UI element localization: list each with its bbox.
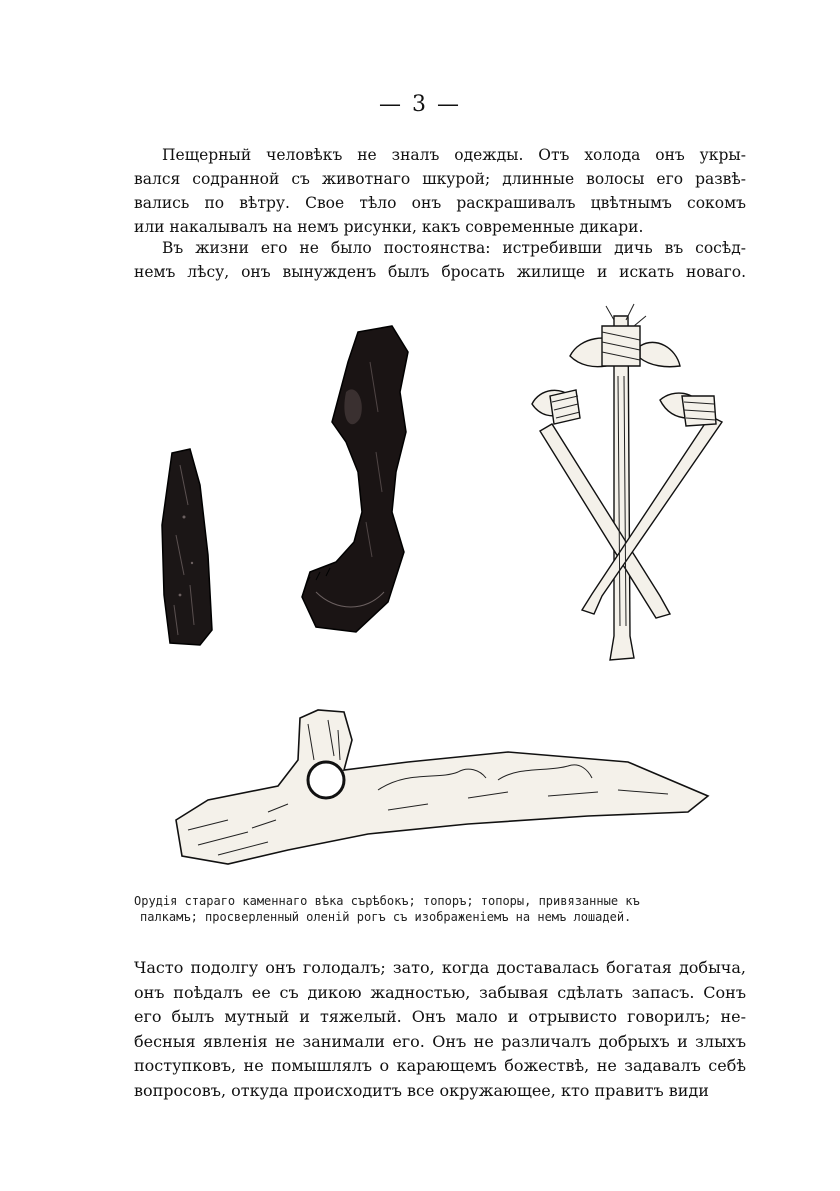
text-line: Часто подолгу онъ голодалъ; зато, когда доставалась богатая добыча,	[134, 958, 746, 977]
text-line: или накалывалъ на немъ рисунки, какъ современные дикари.	[134, 218, 644, 236]
page-number: — 3 —	[379, 92, 461, 117]
text-line: вался содранной съ животнаго шкурой; длинные волосы его развѣ-	[134, 170, 746, 188]
text-line: вопросовъ, откуда происходитъ все окружающее, кто правитъ види	[134, 1080, 709, 1100]
paragraph-clothing	[134, 143, 746, 239]
text-line: онъ поѣдалъ ее съ дикою жадностью, забывая сдѣлать запасъ. Сонъ	[134, 982, 746, 1002]
text-line: вались по вѣтру. Свое тѣло онъ раскрашивалъ цвѣтнымъ сокомъ	[134, 194, 746, 212]
text-line: немъ лѣсу, онъ вынужденъ былъ бросать жилище и искать новаго.	[134, 263, 746, 281]
text-line: его былъ мутный и тяжелый. Онъ мало и отрывисто говорилъ; не-	[134, 1007, 746, 1026]
text-line: поступковъ, не помышлялъ о карающемъ божествѣ, не задавалъ себѣ	[134, 1056, 746, 1075]
paragraph-hunger	[134, 956, 746, 1103]
paragraph-nomadic	[134, 236, 746, 284]
text-line: Пещерный человѣкъ не зналъ одежды. Отъ холода онъ укры-	[162, 146, 746, 164]
figure-caption	[134, 893, 746, 925]
text-line: бесныя явленія не занимали его. Онъ не различалъ добрыхъ и злыхъ	[134, 1031, 746, 1051]
caption-line: палкамъ; просверленный оленій рогъ съ изображеніемъ на немъ лошадей.	[140, 910, 632, 924]
stone-axe-illustration	[296, 322, 436, 640]
hafted-axes-illustration	[510, 296, 750, 676]
flint-scraper-illustration	[150, 445, 230, 650]
drilled-antler-illustration	[168, 700, 718, 875]
caption-line: Орудія стараго каменнаго вѣка сърѣбокъ; топоръ; топоры, привязанные къ	[134, 894, 640, 908]
text-line: Въ жизни его не было постоянства: истребивши дичь въ сосѣд-	[162, 239, 746, 257]
